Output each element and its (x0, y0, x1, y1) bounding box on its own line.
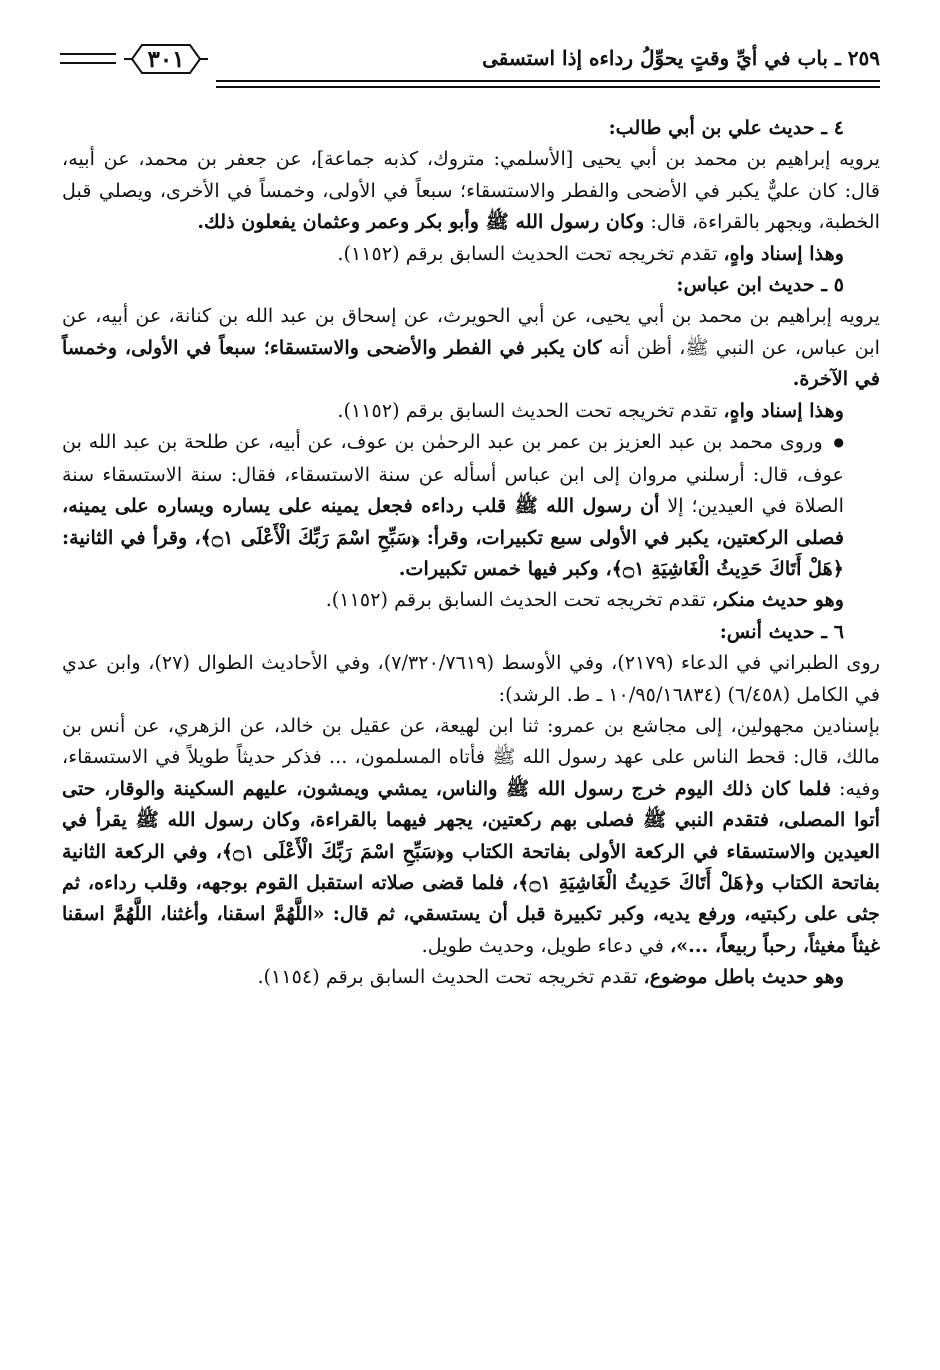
paragraph-text: وروى محمد بن عبد العزيز بن عمر بن عبد الرحمٰن بن عوف، عن أبيه، عن طلحة بن عبد الله بن عوف، قال: أرسلني مروان إلى ابن عباس أسأله عن سنة الاستسقاء، فقال: سنة الاستسقاء سنة الصلاة في العيدين؛ إلا (62, 430, 844, 518)
verdict-text: تقدم تخريجه تحت الحديث السابق برقم (١١٥٤). (257, 965, 638, 989)
verdict-line (62, 395, 880, 426)
header-rule (216, 80, 880, 88)
verdict-text: تقدم تخريجه تحت الحديث السابق برقم (١١٥٢). (337, 398, 718, 422)
verdict-bold: وهذا إسناد واهٍ، (723, 241, 844, 265)
section-heading: ٦ ـ حديث أنس: (719, 619, 844, 643)
verdict-bold: وهذا إسناد واهٍ، (723, 398, 844, 422)
paragraph (62, 647, 880, 710)
verdict-line (62, 238, 880, 269)
verdict-text: تقدم تخريجه تحت الحديث السابق برقم (١١٥٢). (325, 588, 706, 612)
section-heading: ٤ ـ حديث علي بن أبي طالب: (608, 116, 844, 139)
paragraph-text: يرويه إبراهيم بن محمد بن أبي يحيى، عن أبي الحويرث، عن إسحاق بن عبد الله بن كنانة، عن أبيه، عن ابن عباس، عن النبي ﷺ، أظن أنه (62, 304, 880, 359)
bullet-icon: ● (833, 435, 844, 450)
paragraph (62, 300, 880, 394)
paragraph-bold-text: وكان رسول الله ﷺ وأبو بكر وعمر وعثمان يفعلون ذلك. (197, 210, 645, 234)
paragraph-bold-text: أن رسول الله ﷺ قلب رداءه فجعل يمينه على يساره ويساره على يمينه، فصلى الركعتين، يكبر في الأولى سبع تكبيرات، وقرأ: ﴿سَبِّحِ اسْمَ رَبِّكَ الْأَعْلَى ۝١﴾، وقرأ في الثانية: ﴿هَلْ أَتَاكَ حَدِيثُ الْغَاشِيَةِ ۝١﴾، وكبر فيها خمس تكبيرات. (62, 494, 844, 580)
paragraph-text: يرويه إبراهيم بن محمد بن أبي يحيى [الأسلمي: متروك، كذبه جماعة]، عن جعفر بن محمد، عن أبيه، قال: كان عليٌّ يكبر في الأضحى والفطر والاستسقاء؛ سبعاً في الأولى، وخمساً في الأخرى، ويصلي قبل الخطبة، ويجهر بالقراءة، قال: (62, 147, 880, 234)
verdict-bold: وهو حديث باطل موضوع، (643, 965, 844, 989)
verdict-text: تقدم تخريجه تحت الحديث السابق برقم (١١٥٢). (337, 241, 718, 265)
verdict-line (62, 584, 880, 615)
paragraph-text: في دعاء طويل، وحديث طويل. (421, 933, 664, 957)
paragraph (62, 710, 880, 961)
section-heading: ٥ ـ حديث ابن عباس: (676, 273, 844, 297)
paragraph-bold-text: كان يكبر في الفطر والأضحى والاستسقاء؛ سبعاً في الأولى، وخمساً في الآخرة. (62, 335, 880, 391)
paragraph-text: روى الطبراني في الدعاء (٢١٧٩)، وفي الأوسط (٧/٣٢٠/٧٦١٩)، وفي الأحاديث الطوال (٢٧)، وابن عدي في الكامل (٦/٤٥٨) (١٠/٩٥/١٦٨٣٤ ـ ط. الرشد): (62, 651, 880, 706)
page-number: ٣٠١ (147, 45, 185, 73)
header-rule-left (60, 53, 116, 64)
page-number-badge (122, 42, 210, 76)
verdict-bold: وهو حديث منكر، (711, 588, 844, 612)
verdict-line (62, 961, 880, 992)
paragraph (62, 426, 880, 584)
paragraph-bold-text: فلما كان ذلك اليوم خرج رسول الله ﷺ والناس، يمشي ويمشون، عليهم السكينة والوقار، حتى أتوا المصلى، فتقدم النبي ﷺ فصلى بهم ركعتين، يجهر فيهما بالقراءة، وكان رسول الله ﷺ يقرأ في العيدين والاستسقاء في الركعة الأولى بفاتحة الكتاب و﴿سَبِّحِ اسْمَ رَبِّكَ الْأَعْلَى ۝١﴾، وفي الركعة الثانية بفاتحة الكتاب و﴿هَلْ أَتَاكَ حَدِيثُ الْغَاشِيَةِ ۝١﴾، فلما قضى صلاته استقبل القوم بوجهه، وقلب رداءه، ثم جثى على ركبتيه، ورفع يديه، وكبر تكبيرة قبل أن يستسقي، ثم قال: «اللَّهُمَّ اسقنا، وأغثنا، اللَّهُمَّ اسقنا غيثاً مغيثاً، رحباً ربيعاً، ...»، (62, 776, 880, 957)
paragraph (62, 143, 880, 237)
running-title: ٢٥٩ ـ باب في أيِّ وقتٍ يحوِّلُ رداءه إذا استسقى (482, 46, 880, 70)
page-header (60, 40, 880, 86)
paragraph-text: بإسنادين مجهولين، إلى مجاشع بن عمرو: ثنا ابن لهيعة، عن عقيل بن خالد، عن الزهري، عن أنس بن مالك، قال: قحط الناس على عهد رسول الله ﷺ فأتاه المسلمون، ... فذكر حديثاً طويلاً في الاستسقاء، وفيه: (62, 714, 880, 800)
page-body (62, 112, 880, 993)
